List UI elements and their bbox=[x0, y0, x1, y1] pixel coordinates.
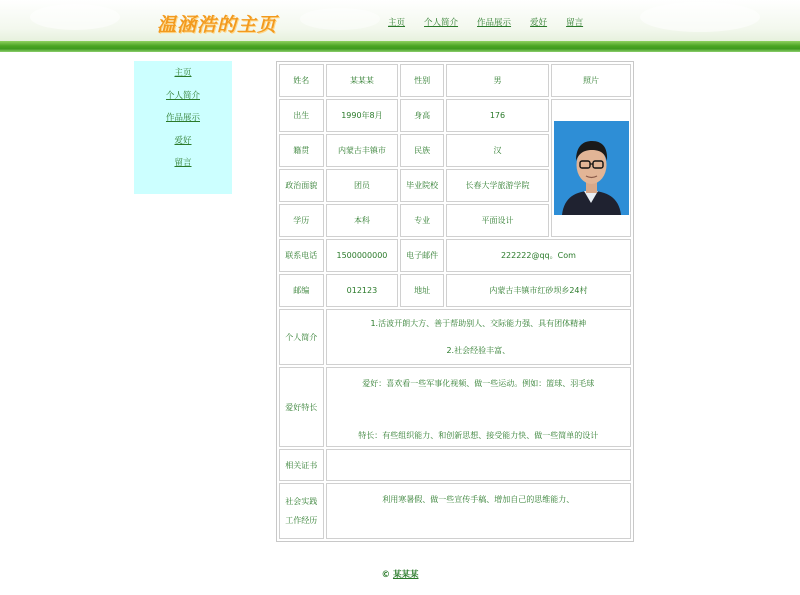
cloud-decoration bbox=[300, 8, 380, 30]
practice-value: 利用寒暑假、做一些宣传手稿、增加自己的思维能力、 bbox=[382, 495, 575, 504]
political-value: 团员 bbox=[326, 169, 399, 202]
top-nav-hobby[interactable]: 爱好 bbox=[530, 18, 548, 28]
intro-line-1: 1.活波开朗大方、善于帮助别人、交际能力强、具有团体精神 bbox=[370, 319, 587, 328]
sidebar bbox=[134, 61, 232, 194]
practice-cell bbox=[326, 483, 631, 539]
addr-value: 内蒙古丰镇市红砂坝乡24村 bbox=[446, 274, 631, 307]
table-row bbox=[279, 274, 631, 307]
school-value: 长春大学旅游学院 bbox=[446, 169, 549, 202]
origin-value: 内蒙古丰镇市 bbox=[326, 134, 399, 167]
hobby-cell bbox=[326, 367, 631, 447]
table-row bbox=[279, 309, 631, 365]
gender-value: 男 bbox=[446, 64, 549, 97]
top-nav-works[interactable]: 作品展示 bbox=[477, 18, 512, 28]
phone-label: 联系电话 bbox=[279, 239, 324, 272]
origin-label: 籍贯 bbox=[279, 134, 324, 167]
birth-value: 1990年8月 bbox=[326, 99, 399, 132]
major-label: 专业 bbox=[400, 204, 444, 237]
site-logo: 温涵浩的主页 bbox=[157, 14, 278, 36]
email-value: 222222@qq。Com bbox=[446, 239, 631, 272]
table-row bbox=[279, 64, 631, 97]
addr-label: 地址 bbox=[400, 274, 444, 307]
practice-label-1: 社会实践 bbox=[285, 497, 318, 506]
name-value: 某某某 bbox=[326, 64, 399, 97]
height-label: 身高 bbox=[400, 99, 444, 132]
school-label: 毕业院校 bbox=[400, 169, 444, 202]
table-row bbox=[279, 483, 631, 539]
profile-photo bbox=[554, 121, 629, 215]
intro-cell bbox=[326, 309, 631, 365]
edu-label: 学历 bbox=[279, 204, 324, 237]
photo-label: 照片 bbox=[551, 64, 631, 97]
name-label: 姓名 bbox=[279, 64, 324, 97]
photo-cell bbox=[551, 99, 631, 237]
sidebar-item-hobby[interactable]: 爱好 bbox=[174, 135, 192, 146]
table-row bbox=[279, 239, 631, 272]
cloud-decoration bbox=[640, 2, 760, 32]
table-row bbox=[279, 367, 631, 447]
copyright-symbol: © bbox=[381, 570, 390, 580]
top-nav-home[interactable]: 主页 bbox=[388, 18, 406, 28]
page-header bbox=[0, 0, 800, 52]
gender-label: 性别 bbox=[400, 64, 444, 97]
page-footer bbox=[0, 568, 800, 580]
top-nav-profile[interactable]: 个人简介 bbox=[424, 18, 459, 28]
hobby-label: 爱好特长 bbox=[279, 367, 324, 447]
intro-label: 个人简介 bbox=[279, 309, 324, 365]
table-row bbox=[279, 99, 631, 132]
email-label: 电子邮件 bbox=[400, 239, 444, 272]
top-nav bbox=[388, 16, 583, 28]
intro-line-2: 2.社会经验丰富、 bbox=[446, 346, 511, 355]
height-value: 176 bbox=[446, 99, 549, 132]
top-nav-message[interactable]: 留言 bbox=[566, 18, 584, 28]
person-portrait-icon bbox=[554, 121, 629, 215]
sidebar-item-home[interactable]: 主页 bbox=[174, 68, 192, 78]
ethnic-value: 汉 bbox=[446, 134, 549, 167]
sidebar-item-works[interactable]: 作品展示 bbox=[165, 113, 200, 123]
practice-label-2: 工作经历 bbox=[285, 516, 318, 525]
ethnic-label: 民族 bbox=[400, 134, 444, 167]
political-label: 政治面貌 bbox=[279, 169, 324, 202]
grass-decoration bbox=[0, 41, 800, 52]
edu-value: 本科 bbox=[326, 204, 399, 237]
sidebar-item-message[interactable]: 留言 bbox=[174, 158, 192, 168]
footer-author-link[interactable]: 某某某 bbox=[392, 570, 419, 580]
table-row bbox=[279, 449, 631, 481]
cloud-decoration bbox=[30, 4, 120, 30]
practice-label bbox=[279, 483, 324, 539]
zip-label: 邮编 bbox=[279, 274, 324, 307]
sidebar-item-profile[interactable]: 个人简介 bbox=[165, 90, 200, 101]
birth-label: 出生 bbox=[279, 99, 324, 132]
phone-value: 1500000000 bbox=[326, 239, 399, 272]
hobby-line-2: 特长：有些组织能力、和创新思想、接受能力快、做一些简单的设计 bbox=[358, 431, 599, 440]
zip-value: 012123 bbox=[326, 274, 399, 307]
cert-label: 相关证书 bbox=[279, 449, 324, 481]
profile-table bbox=[276, 61, 634, 542]
major-value: 平面设计 bbox=[446, 204, 549, 237]
hobby-line-1: 爱好：喜欢看一些军事化视频、做一些运动。例如：篮球、羽毛球 bbox=[362, 379, 595, 388]
cert-value bbox=[326, 449, 631, 481]
